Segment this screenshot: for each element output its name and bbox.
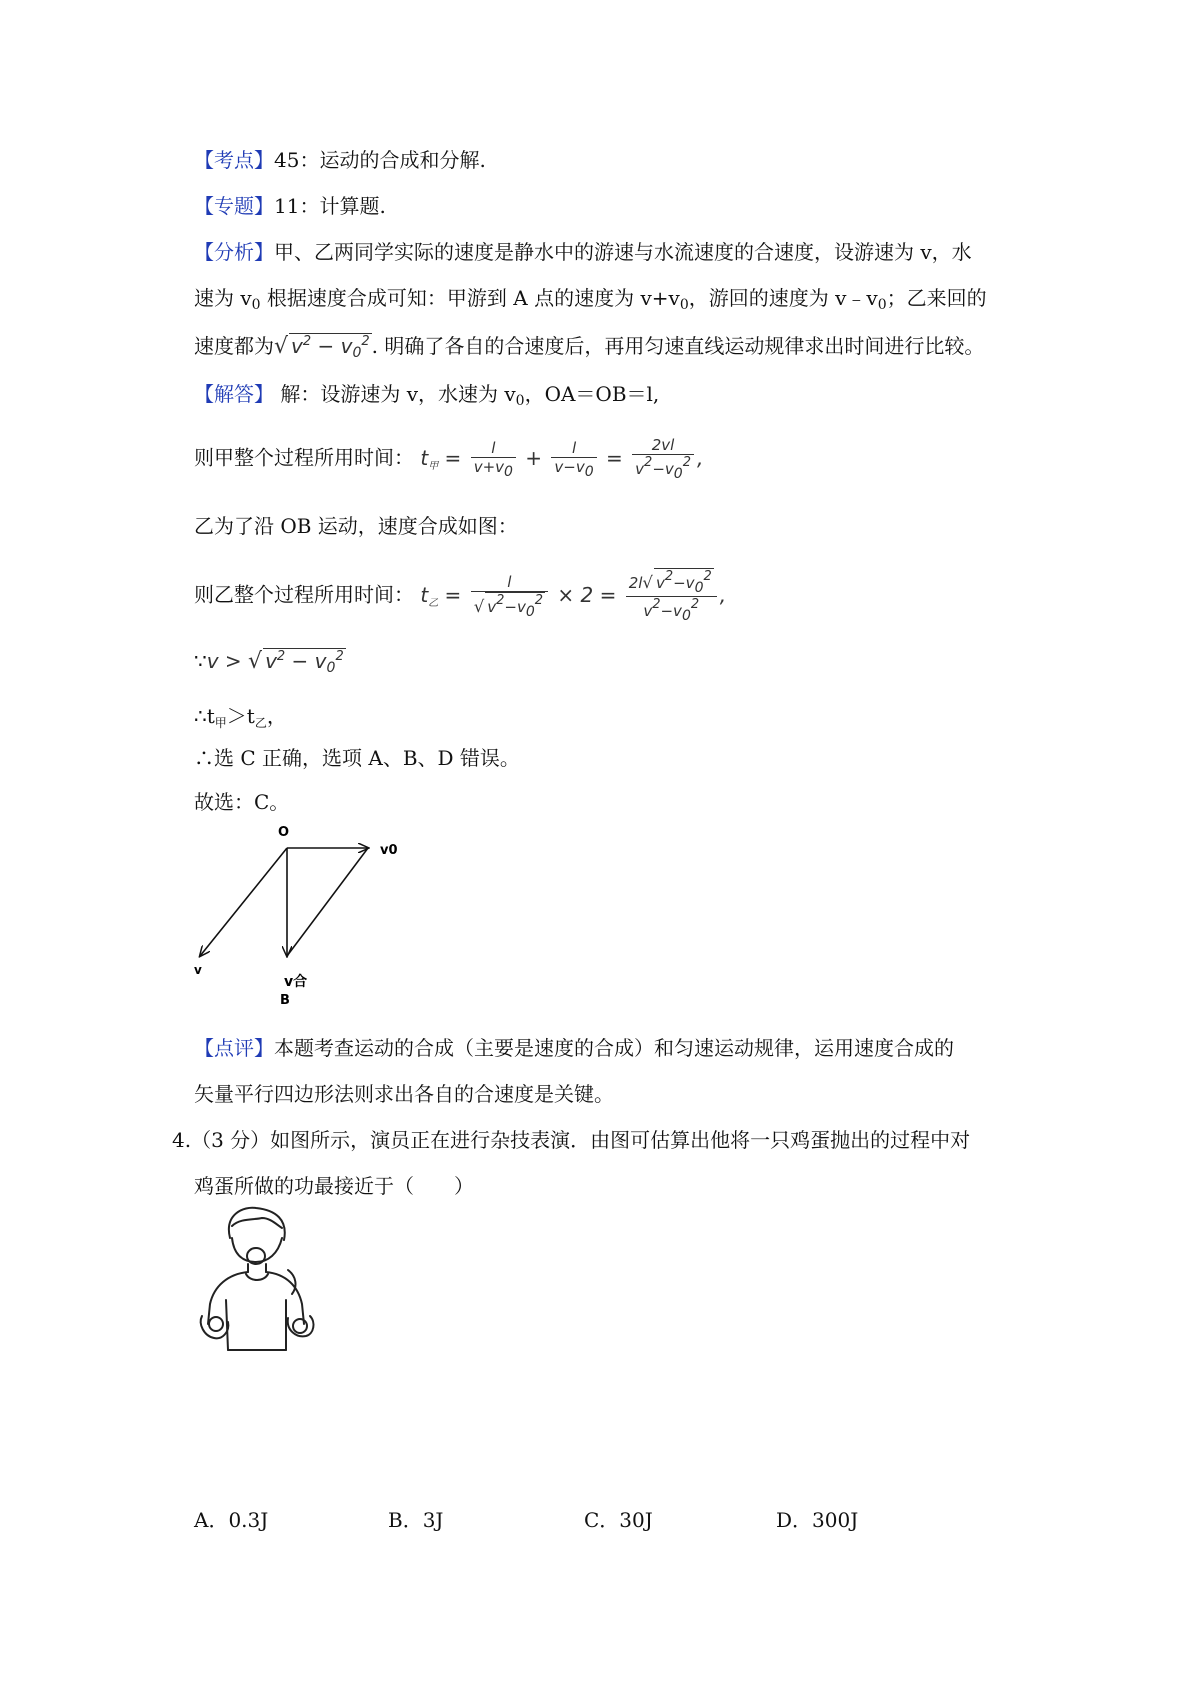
v-arrow: [200, 848, 287, 956]
kaodian-text: 45：运动的合成和分解.: [274, 148, 486, 172]
therefore-sub-jia: 甲: [214, 716, 227, 730]
zhuanti-line: [194, 190, 386, 219]
velocity-diagram: [190, 822, 420, 1012]
sqrt-formula-1: √ $v^2 - v_0^2$: [274, 334, 370, 361]
answer-line: [194, 786, 289, 815]
fenxi-sub-3: 0: [877, 297, 887, 313]
jieda-sub: 0: [515, 393, 525, 409]
dianping-text-1: 本题考查运动的合成（主要是速度的合成）和匀速运动规律，运用速度合成的: [274, 1036, 954, 1060]
therefore-line-1: [194, 700, 287, 731]
dianping-line-1: [194, 1032, 954, 1061]
fenxi-text-2g: ；乙来回的: [886, 286, 987, 310]
fenxi-line-3: [194, 330, 984, 361]
fenxi-text-3b: . 明确了各自的合速度后，再用匀速直线运动规律求出时间进行比较。: [371, 334, 985, 358]
yi-desc-text: 乙为了沿 OB 运动，速度合成如图：: [194, 514, 518, 538]
fenxi-line-2: [194, 282, 987, 313]
label-o: O: [278, 825, 290, 840]
therefore-line-2: [194, 742, 520, 771]
kaodian-tag: 【考点】: [194, 148, 274, 172]
zhuanti-tag: 【专题】: [194, 194, 274, 218]
jieda-line-1: [194, 378, 659, 409]
dianping-tag: 【点评】: [194, 1036, 274, 1060]
yi-time-label: 则乙整个过程所用时间：: [194, 582, 414, 607]
option-d[interactable]: D．300J: [776, 1508, 859, 1532]
dianping-text-2: 矢量平行四边形法则求出各自的合速度是关键。: [194, 1082, 614, 1106]
therefore-text-2: ∴选 C 正确，选项 A、B、D 错误。: [194, 746, 520, 770]
therefore-sub-yi: 乙: [254, 716, 267, 730]
jia-time-formula: $t_甲$ = $\frac{l}{v+v0}$ + $\frac{l}{v-v0}$ = $\frac{2vl}{v2-v02}$ ,: [420, 436, 704, 482]
fenxi-line-1: [194, 236, 972, 265]
question-line-2: [194, 1170, 474, 1199]
fenxi-text-2e: ，游回的速度为 v﹣v: [688, 286, 878, 310]
question-line-1: [172, 1124, 970, 1153]
fenxi-tag: 【分析】: [194, 240, 274, 264]
label-vhe: v合: [284, 974, 308, 990]
answer-text: 故选：C。: [194, 790, 290, 814]
label-v: v: [194, 963, 202, 977]
yi-time-formula: $t_乙$ = $\frac{l}{√ v2-v02}$ × 2 = $\frac{2l√ v2-v02}{v2-v02}$ ,: [420, 569, 727, 624]
zhuanti-text: 11：计算题.: [274, 194, 386, 218]
jia-time-label: 则甲整个过程所用时间：: [194, 445, 414, 470]
therefore-text-c: ＞t: [226, 704, 255, 728]
label-v0: v0: [380, 843, 398, 858]
fenxi-sub-1: 0: [251, 297, 261, 313]
question-text-2: 鸡蛋所做的功最接近于（ ）: [194, 1174, 474, 1198]
therefore-text-e: ，: [266, 704, 287, 728]
fenxi-text-1: 甲、乙两同学实际的速度是静水中的游速与水流速度的合速度，设游速为 v，水: [274, 240, 972, 264]
fenxi-text-2c: 根据速度合成可知：甲游到 A 点的速度为 v+v: [260, 286, 680, 310]
fenxi-text-3a: 速度都为: [194, 334, 274, 358]
question-text-1: （3 分）如图所示，演员正在进行杂技表演．由图可估算出他将一只鸡蛋抛出的过程中对: [191, 1128, 971, 1152]
label-b: B: [280, 993, 290, 1008]
because-line: [194, 648, 346, 676]
fenxi-text-2a: 速为 v: [194, 286, 252, 310]
yi-desc-line: [194, 510, 518, 539]
question-number: 4.: [172, 1128, 192, 1152]
fenxi-sub-2: 0: [679, 297, 689, 313]
yi-time-line: [194, 568, 726, 624]
therefore-text-a: ∴t: [194, 704, 215, 728]
juggler-illustration: [192, 1204, 332, 1354]
jia-time-line: [194, 436, 703, 482]
kaodian-line: [194, 144, 486, 173]
because-symbol: ∵: [194, 649, 207, 673]
jieda-tag: 【解答】: [194, 382, 274, 406]
parallelogram-side: [287, 848, 368, 956]
jieda-text-2: ，OA＝OB＝l,: [524, 382, 660, 406]
jieda-text-1: 解：设游速为 v，水速为 v: [274, 382, 516, 406]
dianping-line-2: [194, 1078, 614, 1107]
because-formula: v > √ $v^2 - v_0^2$: [206, 649, 344, 676]
option-b[interactable]: B．3J: [388, 1508, 444, 1532]
option-c[interactable]: C．30J: [584, 1508, 653, 1532]
option-a[interactable]: A．0.3J: [194, 1508, 269, 1532]
